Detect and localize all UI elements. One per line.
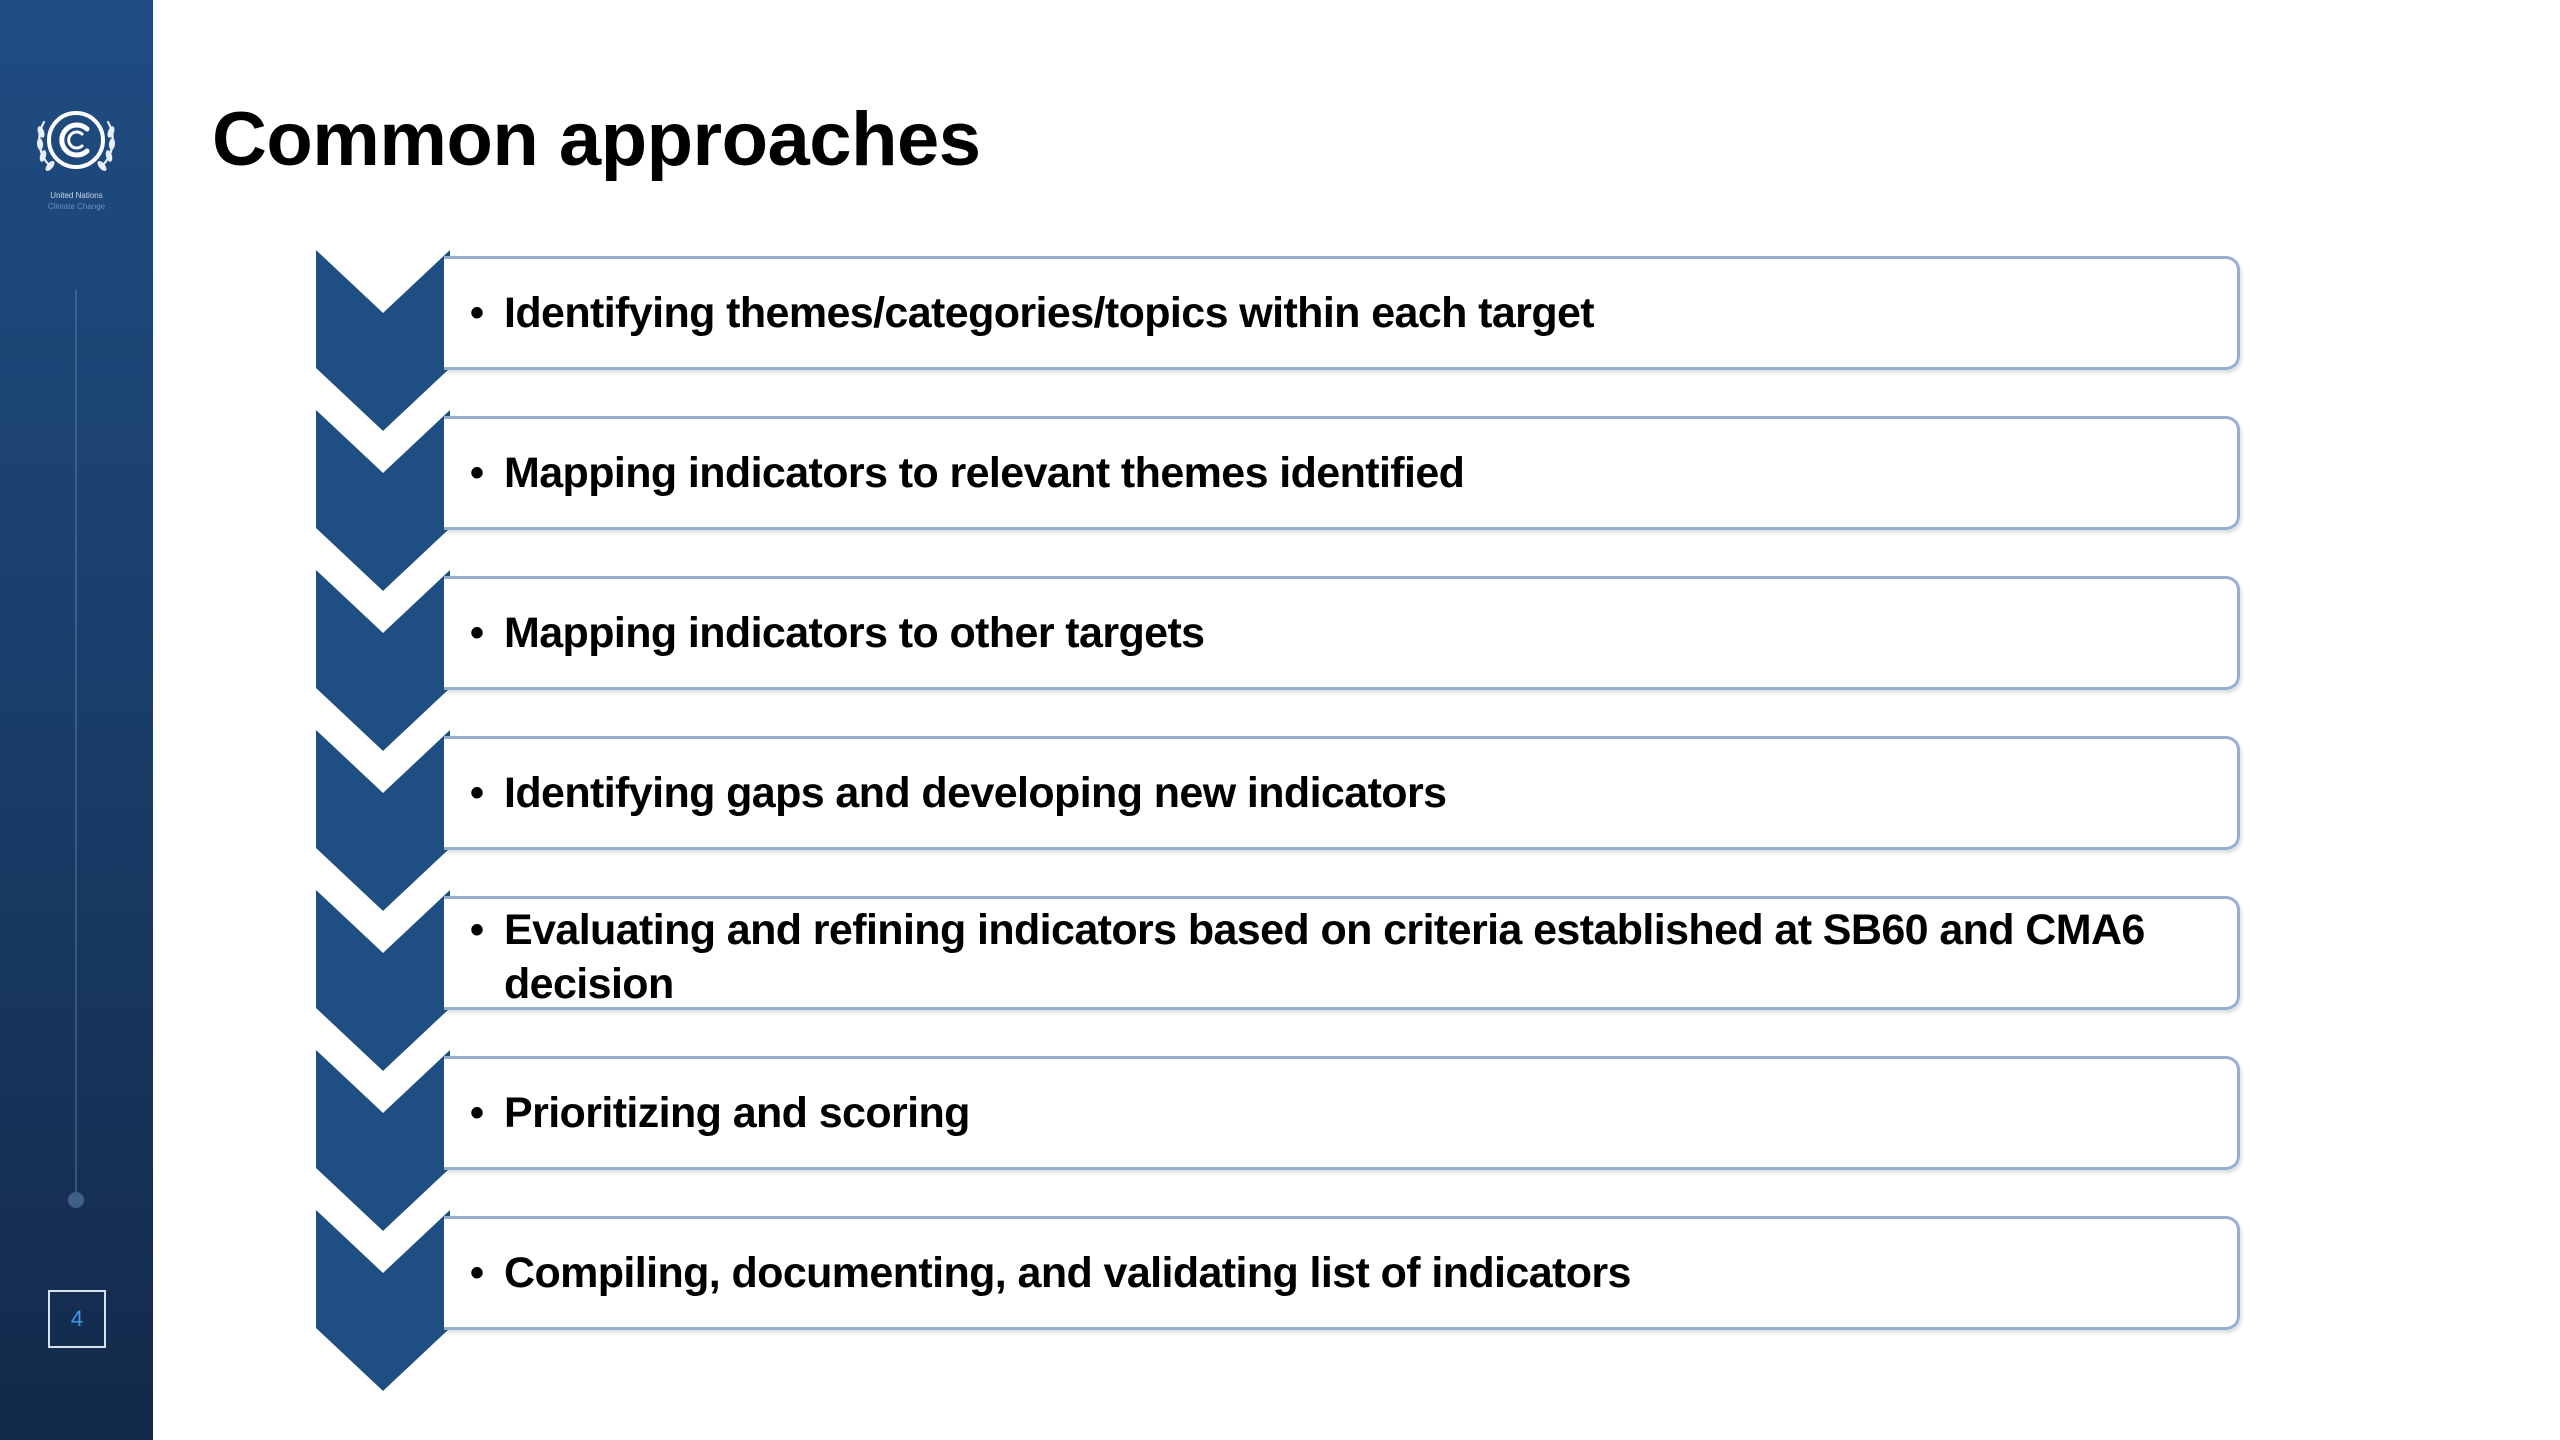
chevron-5 <box>316 890 450 1071</box>
bullet-icon: • <box>470 451 485 495</box>
bullet-icon: • <box>470 1251 485 1295</box>
chevron-1 <box>316 250 450 431</box>
step-text: Identifying gaps and developing new indicators <box>504 769 1447 817</box>
process-step <box>444 576 2240 690</box>
timeline-dot <box>68 1192 84 1208</box>
chevron-6 <box>316 1050 450 1231</box>
bullet-icon: • <box>470 771 485 815</box>
process-step <box>444 1056 2240 1170</box>
step-text: Mapping indicators to relevant themes identified <box>504 449 1465 497</box>
page-title: Common approaches <box>212 97 981 182</box>
timeline-line <box>75 290 77 1200</box>
chevron-2 <box>316 410 450 591</box>
process-step <box>444 736 2240 850</box>
chevron-7 <box>316 1210 450 1391</box>
process-step <box>444 416 2240 530</box>
process-step <box>444 256 2240 370</box>
step-text: Compiling, documenting, and validating list of indicators <box>504 1249 1631 1297</box>
process-step <box>444 896 2240 1010</box>
bullet-icon: • <box>470 908 485 952</box>
bullet-icon: • <box>470 611 485 655</box>
step-text: Identifying themes/categories/topics within each target <box>504 289 1595 337</box>
step-text: Prioritizing and scoring <box>504 1089 970 1137</box>
step-text: Evaluating and refining indicators based on criteria established at SB60 and CMA6 decision <box>504 906 2145 1008</box>
chevron-group <box>316 250 450 1391</box>
logo-text-line1: United Nations <box>50 191 103 200</box>
page-number: 4 <box>48 1290 106 1348</box>
chevron-process-arrows <box>316 250 450 1410</box>
chevron-3 <box>316 570 450 751</box>
bullet-icon: • <box>470 1091 485 1135</box>
unfccc-logo-icon <box>28 96 124 192</box>
logo-text-line2: Climate Change <box>47 202 106 211</box>
bullet-icon: • <box>470 291 485 335</box>
logo-text <box>10 190 143 212</box>
process-step <box>444 1216 2240 1330</box>
chevron-4 <box>316 730 450 911</box>
sidebar <box>0 0 153 1440</box>
step-text: Mapping indicators to other targets <box>504 609 1205 657</box>
